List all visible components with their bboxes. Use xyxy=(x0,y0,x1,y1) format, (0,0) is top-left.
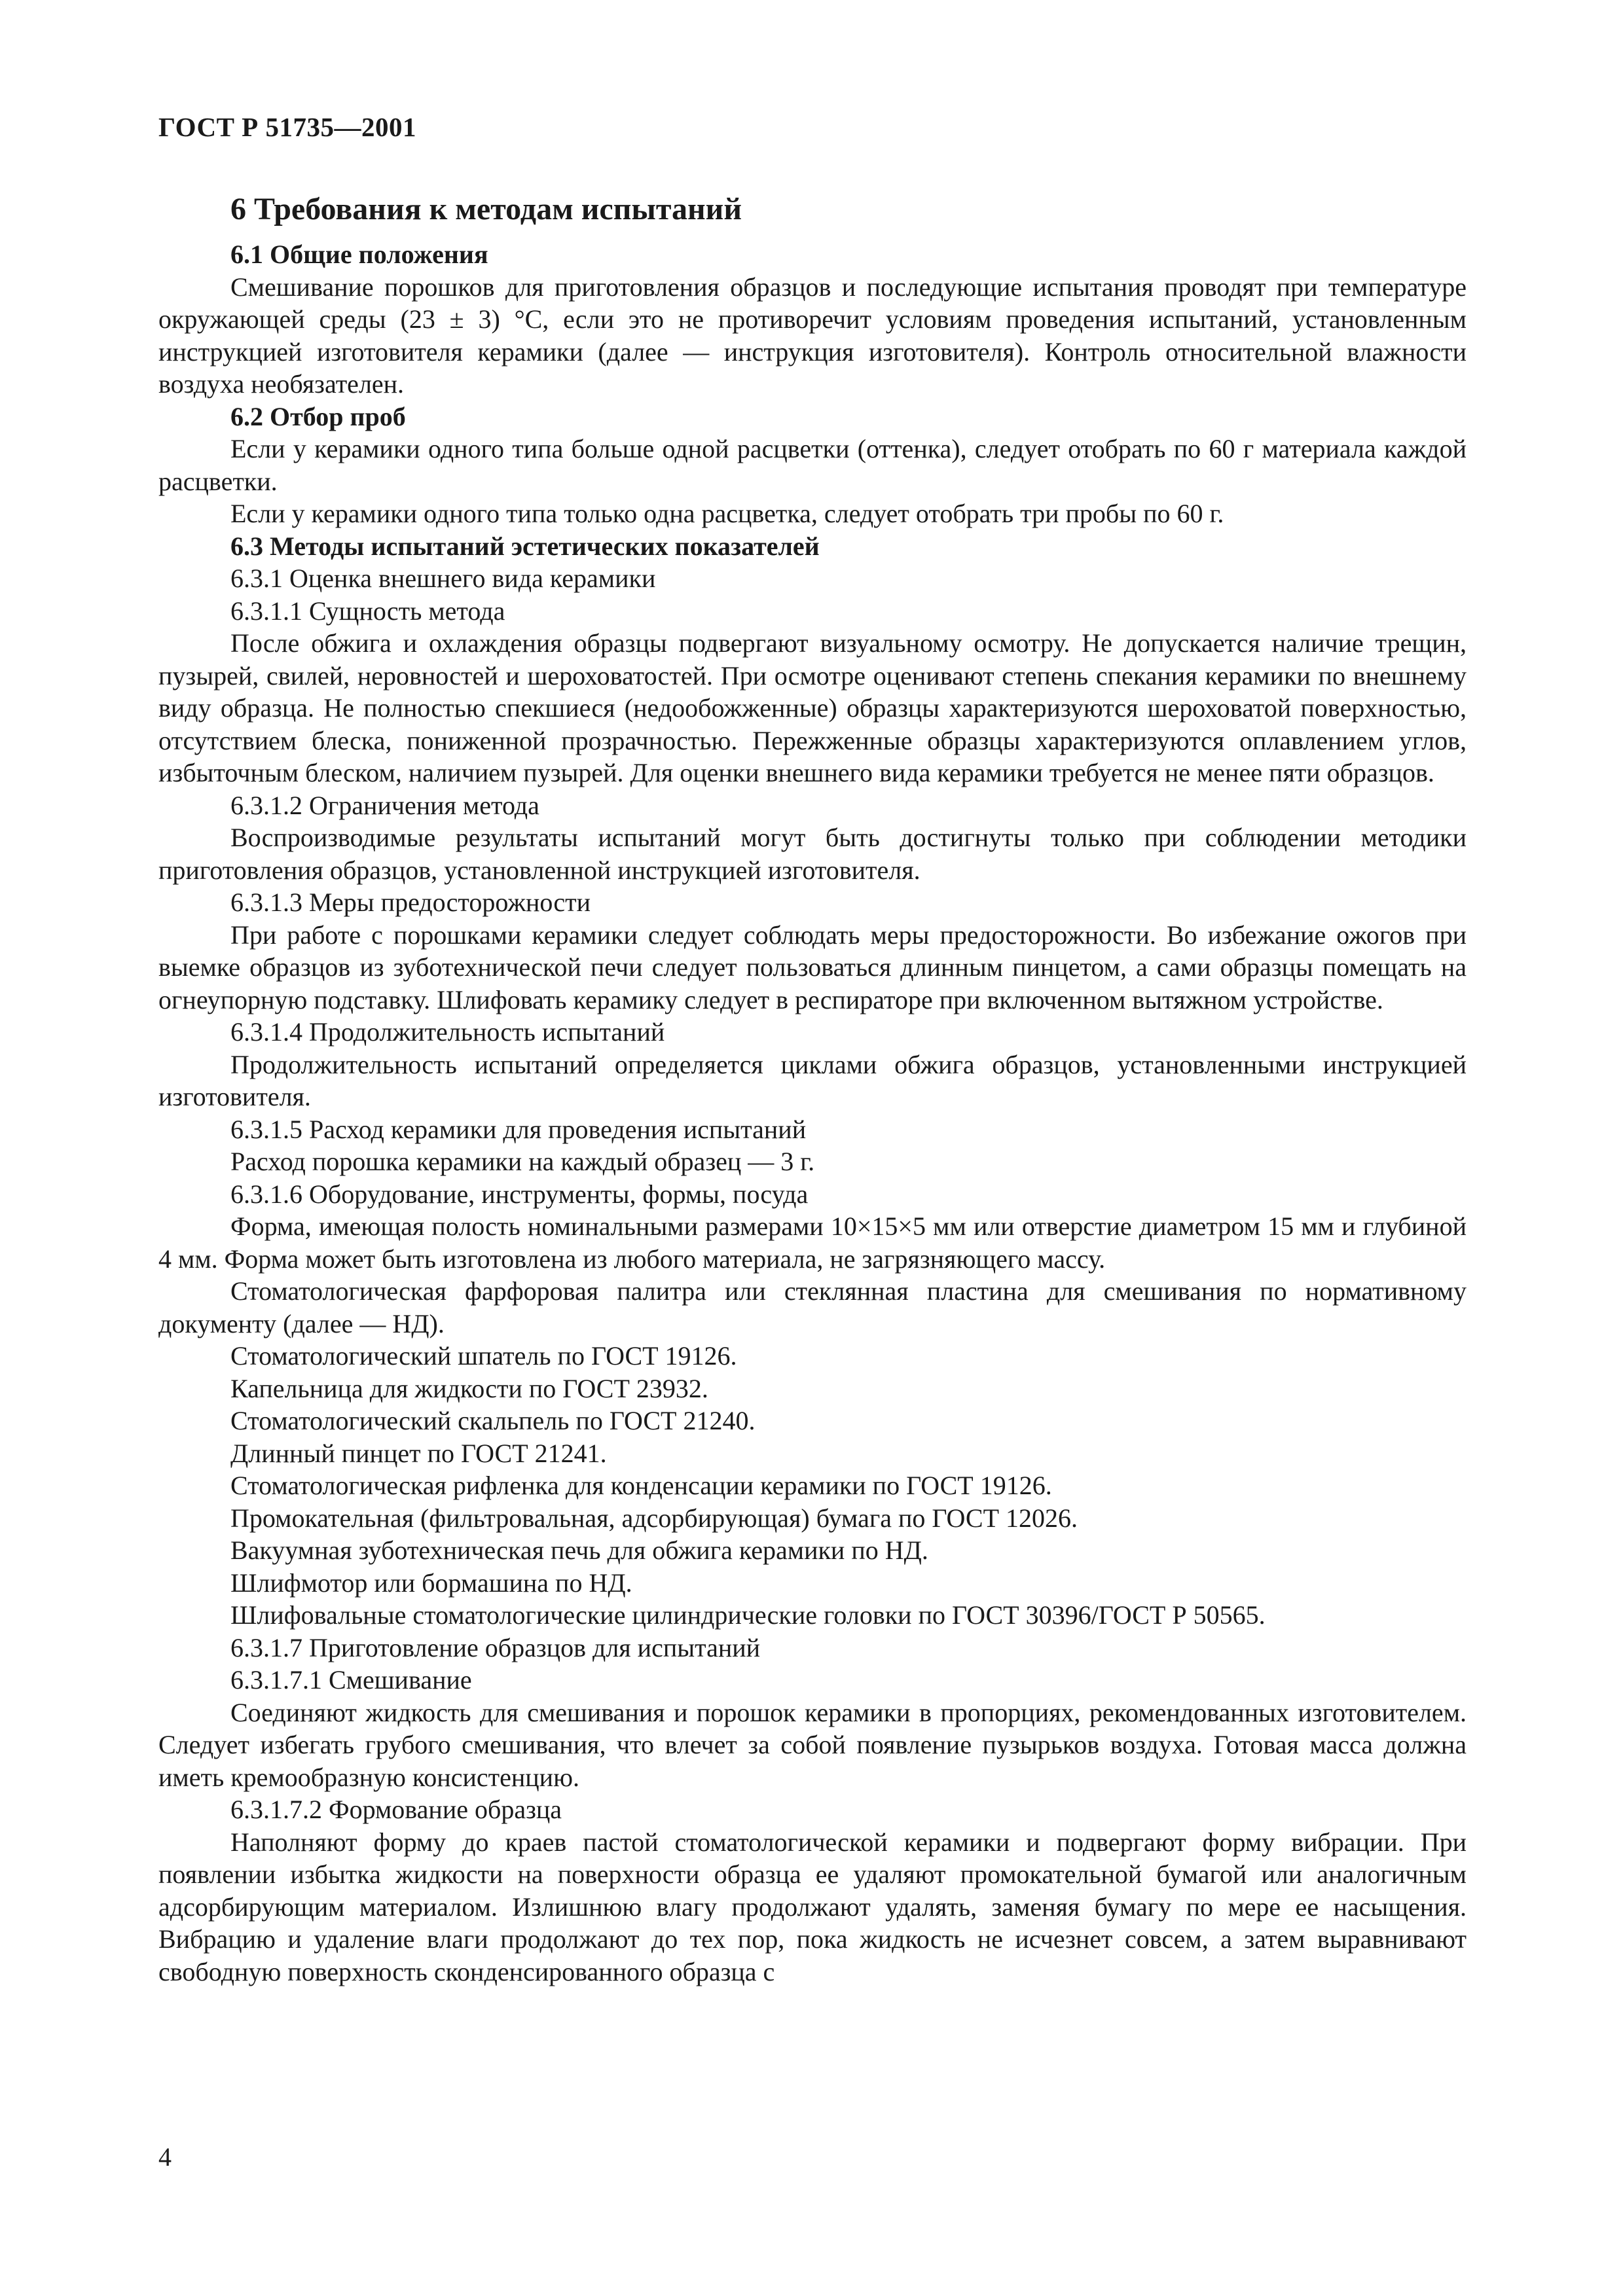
subsection-title: 6.2 Отбор проб xyxy=(230,401,406,431)
paragraph: 6.3.1.3 Меры предосторожности xyxy=(230,888,591,917)
subsection-title: 6.3 Методы испытаний эстетических показателей xyxy=(230,531,820,561)
paragraph: Шлифовальные стоматологические цилиндрические головки по ГОСТ 30396/ГОСТ Р 50565. xyxy=(230,1600,1266,1630)
section-title: 6 Требования к методам испытаний xyxy=(230,192,742,226)
paragraph: 6.3.1.7.2 Формование образца xyxy=(230,1795,562,1824)
paragraph: 6.3.1.5 Расход керамики для проведения испытаний xyxy=(230,1114,807,1144)
paragraph: Продолжительность испытаний определяется циклами обжига образцов, установленными инструкцией изготовителя. xyxy=(158,1049,1467,1111)
paragraph: 6.3.1.6 Оборудование, инструменты, формы, посуда xyxy=(230,1179,809,1209)
paragraph: Капельница для жидкости по ГОСТ 23932. xyxy=(230,1373,708,1403)
paragraph: После обжига и охлаждения образцы подвергают визуальному осмотру. Не допускается наличие трещин, пузырей, свилей, неровностей и шероховатостей. При осмотре оценивают степень спекания керамики по внешнему виду образца. Не полностью спекшиеся (недообожженные) образцы характеризуются шероховатой поверхностью, отсутствием блеска, пониженной прозрачностью. Пережженные образцы характеризуются оплавлением углов, избыточным блеском, наличием пузырей. Для оценки внешнего вида керамики требуется не менее пяти образцов. xyxy=(158,628,1467,787)
paragraph: Наполняют форму до краев пастой стоматологической керамики и подвергают форму вибрации. При появлении избытка жидкости на поверхности образца ее удаляют промокательной бумагой или аналогичным адсорбирующим материалом. Излишнюю влагу продолжают удалять, заменяя бумагу по мере ее насыщения. Вибрацию и удаление влаги продолжают до тех пор, пока жидкость не исчезнет совсем, а затем выравнивают свободную поверхность сконденсированного образца с xyxy=(158,1827,1467,1986)
paragraph: 6.3.1.2 Ограничения метода xyxy=(230,790,539,820)
paragraph: 6.3.1.7.1 Смешивание xyxy=(230,1665,472,1695)
standard-header: ГОСТ Р 51735—2001 xyxy=(158,112,416,142)
document-body xyxy=(158,190,1467,1988)
paragraph-list xyxy=(158,238,1467,1988)
paragraph: Промокательная (фильтровальная, адсорбирующая) бумага по ГОСТ 12026. xyxy=(230,1503,1078,1533)
paragraph: Соединяют жидкость для смешивания и порошок керамики в пропорциях, рекомендованных изготовителем. Следует избегать грубого смешивания, что влечет за собой появление пузырьков воздуха. Готовая масса должна иметь кремообразную консистенцию. xyxy=(158,1697,1467,1792)
paragraph: При работе с порошками керамики следует соблюдать меры предосторожности. Во избежание ожогов при выемке образцов из зуботехнической печи следует пользоваться длинным пинцетом, а сами образцы помещать на огнеупорную подставку. Шлифовать керамику следует в респираторе при включенном вытяжном устройстве. xyxy=(158,920,1467,1014)
paragraph: Стоматологическая фарфоровая палитра или стеклянная пластина для смешивания по нормативному документу (далее — НД). xyxy=(158,1276,1467,1338)
paragraph: Если у керамики одного типа больше одной расцветки (оттенка), следует отобрать по 60 г материала каждой расцветки. xyxy=(158,434,1467,496)
paragraph: Длинный пинцет по ГОСТ 21241. xyxy=(230,1438,607,1468)
subsection-title: 6.1 Общие положения xyxy=(230,240,488,269)
paragraph: Стоматологическая рифленка для конденсации керамики по ГОСТ 19126. xyxy=(230,1471,1052,1500)
paragraph: Воспроизводимые результаты испытаний могут быть достигнуты только при соблюдении методики приготовления образцов, установленной инструкцией изготовителя. xyxy=(158,823,1467,885)
page-number: 4 xyxy=(158,2142,172,2172)
paragraph: Стоматологический шпатель по ГОСТ 19126. xyxy=(230,1341,737,1371)
paragraph: Вакуумная зуботехническая печь для обжига керамики по НД. xyxy=(230,1535,928,1565)
paragraph: Если у керамики одного типа только одна расцветка, следует отобрать три пробы по 60 г. xyxy=(230,499,1224,528)
paragraph: Форма, имеющая полость номинальными размерами 10×15×5 мм или отверстие диаметром 15 мм и глубиной 4 мм. Форма может быть изготовлена из любого материала, не загрязняющего массу. xyxy=(158,1211,1467,1274)
paragraph: 6.3.1.1 Сущность метода xyxy=(230,596,505,626)
paragraph: 6.3.1.4 Продолжительность испытаний xyxy=(230,1017,665,1047)
paragraph: Смешивание порошков для приготовления образцов и последующие испытания проводят при температуре окружающей среды (23 ± 3) °С, если это не противоречит условиям проведения испытаний, установленным инструкцией изготовителя керамики (далее — инструкция изготовителя). Контроль относительной влажности воздуха необязателен. xyxy=(158,272,1467,399)
paragraph: 6.3.1 Оценка внешнего вида керамики xyxy=(230,564,656,593)
paragraph: Шлифмотор или бормашина по НД. xyxy=(230,1568,632,1598)
paragraph: Стоматологический скальпель по ГОСТ 21240. xyxy=(230,1406,756,1435)
paragraph: Расход порошка керамики на каждый образец — 3 г. xyxy=(230,1147,815,1176)
paragraph: 6.3.1.7 Приготовление образцов для испытаний xyxy=(230,1632,761,1662)
